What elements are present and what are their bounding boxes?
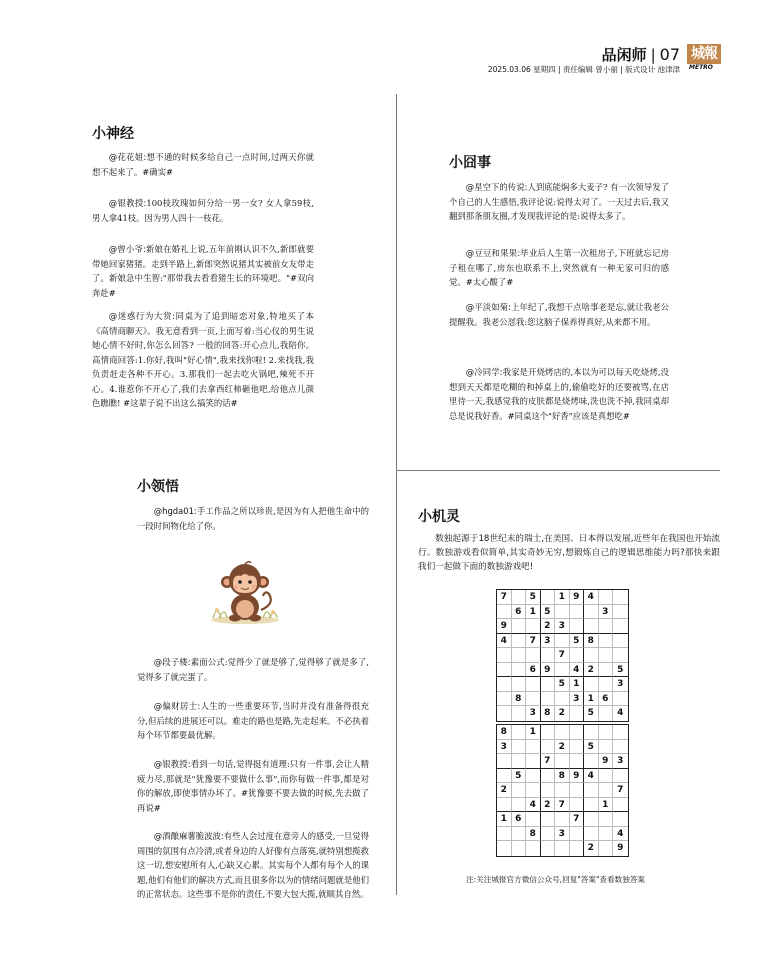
sudoku-cell: 5 xyxy=(613,663,628,678)
post-text: 同桌为了追到暗恋对象,特地买了本《高情商聊天》。我无意看到一页,上面写着:当心仪的男生说她心情不好时,你怎么回答? 一般的回答:开心点儿,我陪你。高情商回答:1.你好,我叫"好心情",我来找你啦! 2.来找我,我负责赶走各种不开心。3.那我们一起去吃火锅吧,辣死不开心。4.谁惹你不开心了,我们去拿西红柿砸他吧,给他点儿颜色瞧瞧! #这辈子说不出这么搞笑的话# xyxy=(92,311,314,408)
sudoku-cell xyxy=(541,677,556,692)
sudoku-cell xyxy=(555,663,570,678)
sudoku-cell: 4 xyxy=(584,769,599,784)
post-author: @平淡如菊: xyxy=(465,302,511,312)
post-author: @曾小爷: xyxy=(108,244,146,254)
sudoku-cell: 6 xyxy=(599,692,614,707)
sudoku-cell: 3 xyxy=(570,692,585,707)
sudoku-cell xyxy=(599,634,614,649)
sudoku-cell xyxy=(526,740,541,755)
sudoku-cell xyxy=(512,827,527,842)
sudoku-cell: 7 xyxy=(555,648,570,663)
post-text: 我家是开烧烤店的,本以为可以每天吃烧烤,没想到天天都是吃糊的和掉桌上的,偷偷吃好的还要被骂,在店里待一天,我感觉我的皮肤都是烧烤味,洗也洗不掉,我同桌却总是说我好香。#同桌这个"好香"应该是真想吃# xyxy=(449,367,669,421)
sudoku-cell xyxy=(526,754,541,769)
sudoku-cell xyxy=(526,769,541,784)
sudoku-cell xyxy=(570,783,585,798)
sudoku-cell: 7 xyxy=(497,590,512,605)
sudoku-cell xyxy=(599,725,614,740)
sudoku-cell: 3 xyxy=(613,754,628,769)
sudoku-cell: 7 xyxy=(570,812,585,827)
sudoku-cell xyxy=(555,783,570,798)
sudoku-cell xyxy=(526,648,541,663)
sudoku-cell xyxy=(570,841,585,856)
post xyxy=(449,365,669,423)
post xyxy=(137,655,369,684)
sudoku-cell: 1 xyxy=(497,812,512,827)
sudoku-cell xyxy=(584,725,599,740)
sudoku-cell xyxy=(570,740,585,755)
sudoku-cell: 2 xyxy=(541,798,556,813)
sudoku-cell: 2 xyxy=(584,663,599,678)
sudoku-cell xyxy=(512,634,527,649)
sudoku-cell: 3 xyxy=(555,619,570,634)
sudoku-cell: 7 xyxy=(555,798,570,813)
header-meta: 2025.03.06 星期四 | 责任编辑 曾小丽 | 版式设计 池津津 xyxy=(487,65,680,74)
sudoku-cell xyxy=(584,798,599,813)
post xyxy=(449,180,669,224)
sudoku-cell: 6 xyxy=(526,663,541,678)
sudoku-cell xyxy=(570,754,585,769)
post xyxy=(449,246,669,290)
post-text: 有些人会过度在意旁人的感受,一旦觉得周围的氛围有点冷清,或者身边的人好像有点落寞,就特别想揽救这一切,想安慰所有人,心缺又心累。其实每个人都有每个人的课题,他们有他们的解决方式,而且很多你以为的情绪问题就是他们的正常状态。这些事不是你的责任,不要大包大揽,就顺其自然。 xyxy=(137,831,369,899)
post xyxy=(92,196,314,225)
sudoku-cell xyxy=(526,619,541,634)
post xyxy=(137,757,369,815)
sudoku-cell: 1 xyxy=(570,677,585,692)
header-separator: | xyxy=(650,46,656,64)
sudoku-cell: 8 xyxy=(555,769,570,784)
sudoku-cell xyxy=(599,706,614,721)
sudoku-cell xyxy=(555,841,570,856)
sudoku-cell: 2 xyxy=(555,706,570,721)
sudoku-cell xyxy=(570,706,585,721)
post-text: 上年纪了,我想干点啥事老是忘,就让我老公提醒我。我老公怼我:您这脑子保养得真好,从来都不用。 xyxy=(449,302,669,327)
post xyxy=(92,309,314,411)
sudoku-cell xyxy=(570,798,585,813)
section-title-jiling: 小机灵 xyxy=(418,509,460,525)
sudoku-cell xyxy=(526,841,541,856)
sudoku-cell xyxy=(599,740,614,755)
sudoku-cell: 4 xyxy=(617,708,624,718)
post xyxy=(92,150,314,179)
sudoku-cell: 1 xyxy=(599,798,614,813)
sudoku-cell xyxy=(512,663,527,678)
sudoku-cell xyxy=(613,648,628,663)
post-author: @银教授: xyxy=(153,759,191,769)
post-text: 手工作品之所以珍贵,是因为有人把他生命中的一段时间物化给了你。 xyxy=(137,506,369,531)
post-author: @冷同学: xyxy=(465,367,503,377)
sudoku-cell xyxy=(512,725,527,740)
sudoku-cell xyxy=(541,648,556,663)
sudoku-cell xyxy=(613,725,628,740)
column-divider xyxy=(396,94,397,895)
sudoku-cell xyxy=(599,827,614,842)
post xyxy=(137,699,369,743)
sudoku-cell: 5 xyxy=(555,677,570,692)
sudoku-cell xyxy=(497,827,512,842)
sudoku-cell xyxy=(512,648,527,663)
sudoku-cell xyxy=(584,605,599,620)
sudoku-cell xyxy=(497,692,512,707)
sudoku-cell xyxy=(613,619,628,634)
sudoku-cell xyxy=(512,619,527,634)
sudoku-cell: 5 xyxy=(584,740,599,755)
sudoku-cell: 8 xyxy=(497,725,512,740)
sudoku-cell: 4 xyxy=(497,634,512,649)
sudoku-cell: 7 xyxy=(541,754,556,769)
sudoku-cell xyxy=(570,605,585,620)
sudoku-cell xyxy=(555,812,570,827)
sudoku-cell xyxy=(512,783,527,798)
sudoku-cell xyxy=(512,706,527,721)
sudoku-cell xyxy=(541,841,556,856)
sudoku-cell xyxy=(541,812,556,827)
sudoku-cell xyxy=(512,590,527,605)
sudoku-cell xyxy=(497,605,512,620)
section-divider xyxy=(396,470,720,471)
sudoku-cell: 3 xyxy=(599,605,614,620)
sudoku-cell xyxy=(584,754,599,769)
sudoku-cell xyxy=(555,754,570,769)
sudoku-cell xyxy=(599,783,614,798)
sudoku-cell xyxy=(599,619,614,634)
sudoku-cell xyxy=(570,648,585,663)
post-author: @星空下的传说: xyxy=(465,182,528,192)
sudoku-cell xyxy=(497,663,512,678)
monkey-illustration xyxy=(205,560,285,625)
sudoku-cell xyxy=(555,605,570,620)
sudoku-cell: 5 xyxy=(541,605,556,620)
sudoku-cell xyxy=(555,692,570,707)
sudoku-cell xyxy=(497,841,512,856)
page-number: 07 xyxy=(659,45,680,64)
sudoku-cell xyxy=(613,740,628,755)
sudoku-cell: 9 xyxy=(497,619,512,634)
sudoku-cell xyxy=(613,812,628,827)
post-text: 素面公式:觉得少了就是够了,觉得够了就是多了,觉得多了就完蛋了。 xyxy=(137,657,369,682)
sudoku-cell: 1 xyxy=(555,590,570,605)
sudoku-cell: 8 xyxy=(584,634,599,649)
post xyxy=(137,504,369,533)
post-author: @花花姐: xyxy=(108,152,147,162)
sudoku-cell: 5 xyxy=(512,769,527,784)
sudoku-intro: 数独起源于18世纪末的瑞士,在美国、日本得以发展,近些年在我国也开始流行。数独游戏看似简单,其实奇妙无穷,想锻炼自己的逻辑思维能力吗?那快来跟我们一起做下面的数独游戏吧! xyxy=(418,534,720,572)
sudoku-cell xyxy=(613,605,628,620)
sudoku-cell: 8 xyxy=(512,692,527,707)
section-name: 品闲师 xyxy=(601,46,647,64)
sudoku-cell: 1 xyxy=(526,725,541,740)
sudoku-cell: 1 xyxy=(584,692,599,707)
sudoku-cell xyxy=(613,692,628,707)
sudoku-cell: 2 xyxy=(555,740,570,755)
sudoku-cell xyxy=(541,692,556,707)
post-text: 人生的一些重要环节,当时并没有准备得很充分,但后续的进展还可以。难走的路也是路,先走起来。不必执着每个环节都要最优解。 xyxy=(137,701,369,740)
post-author: @hgda01: xyxy=(153,506,197,516)
sudoku-cell: 1 xyxy=(526,605,541,620)
post-author: @银教授: xyxy=(108,198,147,208)
sudoku-cell xyxy=(497,798,512,813)
sudoku-cell xyxy=(541,725,556,740)
sudoku-cell: 3 xyxy=(613,677,628,692)
sudoku-cell: 7 xyxy=(613,783,628,798)
sudoku-cell xyxy=(512,841,527,856)
sudoku-cell xyxy=(512,798,527,813)
sudoku-cell xyxy=(570,725,585,740)
sudoku-cell xyxy=(613,769,628,784)
sudoku-cell xyxy=(613,590,628,605)
sudoku-cell xyxy=(599,648,614,663)
sudoku-cell: 9 xyxy=(541,663,556,678)
page-header-title xyxy=(602,44,680,65)
sudoku-cell xyxy=(584,648,599,663)
sudoku-cell xyxy=(584,827,599,842)
sudoku-cell: 3 xyxy=(497,740,512,755)
sudoku-cell xyxy=(599,590,614,605)
sudoku-grid-1 xyxy=(496,589,629,722)
sudoku-cell xyxy=(541,783,556,798)
sudoku-cell xyxy=(497,706,512,721)
post-text: 想不通的时候多给自己一点时间,过两天你就想不起来了。#确实# xyxy=(92,152,314,177)
sudoku-cell xyxy=(541,740,556,755)
sudoku-cell: 2 xyxy=(541,619,556,634)
section-title-shenjing: 小神经 xyxy=(92,126,134,142)
sudoku-cell: 6 xyxy=(512,812,527,827)
sudoku-cell xyxy=(512,754,527,769)
sudoku-cell xyxy=(497,648,512,663)
post-text: 人到底能焖多大麦子? 有一次领导发了个自己的人生感悟,我评论说:说得太对了。一天过去后,我又翻到那条朋友圈,才发现我评论的是:说得太多了。 xyxy=(449,182,669,221)
sudoku-cell xyxy=(613,798,628,813)
sudoku-grid-2 xyxy=(496,724,629,857)
sudoku-cell xyxy=(584,619,599,634)
sudoku-cell xyxy=(599,663,614,678)
post-author: @段子楼: xyxy=(153,657,191,667)
sudoku-cell: 8 xyxy=(541,706,556,721)
post-author: @迷惑行为大赏: xyxy=(108,311,175,321)
post-text: 毕业后人生第一次租房子,下班就忘记房子租在哪了,房东也联系不上,突然就有一种无家可归的感觉。#太心酸了# xyxy=(449,248,669,287)
metro-logo: 城報 xyxy=(687,44,721,64)
sudoku-cell xyxy=(613,634,628,649)
post-text: 新娘在婚礼上说,五年前刚认识不久,新郎就要带她回家猪猪。走到半路上,新郎突然说猪其实被前女友带走了。新娘急中生智:"那带我去看看猪生长的环境吧。"#双向奔赴# xyxy=(92,244,314,298)
sudoku-cell: 9 xyxy=(599,754,614,769)
sudoku-cell xyxy=(599,812,614,827)
sudoku-cell: 3 xyxy=(526,706,541,721)
post-text: 100枝玫瑰如何分给一男一女? 女人拿59枝,男人拿41枝。因为男人四十一枝花。 xyxy=(92,198,314,223)
sudoku-cell: 3 xyxy=(555,827,570,842)
sudoku-cell: 9 xyxy=(570,590,585,605)
sudoku-cell xyxy=(555,725,570,740)
sudoku-cell: 4 xyxy=(613,827,628,842)
sudoku-cell xyxy=(526,783,541,798)
sudoku-cell xyxy=(541,769,556,784)
sudoku-cell: 3 xyxy=(541,634,556,649)
sudoku-cell xyxy=(497,677,512,692)
sudoku-cell xyxy=(599,841,614,856)
sudoku-cell xyxy=(584,812,599,827)
sudoku-cell: 4 xyxy=(526,798,541,813)
section-title-jiongshi: 小囧事 xyxy=(449,155,491,171)
post-author: @酒酿麻薯脆波波: xyxy=(153,831,224,841)
sudoku-cell: 6 xyxy=(512,605,527,620)
sudoku-cell xyxy=(584,677,599,692)
sudoku-cell xyxy=(541,827,556,842)
metro-logo-sub: METRO xyxy=(689,64,713,71)
sudoku-cell xyxy=(599,677,614,692)
sudoku-cell: 7 xyxy=(526,634,541,649)
sudoku-cell: 8 xyxy=(526,827,541,842)
sudoku-cell: 4 xyxy=(584,590,599,605)
section-title-lingwu: 小领悟 xyxy=(137,479,179,495)
sudoku-cell xyxy=(599,769,614,784)
sudoku-cell xyxy=(526,812,541,827)
sudoku-cell: 9 xyxy=(570,769,585,784)
sudoku-cell: 4 xyxy=(570,663,585,678)
sudoku-cell: 2 xyxy=(497,783,512,798)
sudoku-cell xyxy=(541,590,556,605)
sudoku-cell: 5 xyxy=(526,590,541,605)
post xyxy=(92,242,314,300)
sudoku-cell xyxy=(526,692,541,707)
post xyxy=(137,829,369,902)
sudoku-cell xyxy=(584,783,599,798)
post-author: @豆豆和果果: xyxy=(465,248,521,258)
sudoku-cell xyxy=(570,619,585,634)
sudoku-cell xyxy=(526,677,541,692)
post xyxy=(449,300,669,329)
answer-note: 注:关注城报官方微信公众号,回复"答案"查看数独答案 xyxy=(466,875,646,884)
sudoku-cell: 2 xyxy=(584,841,599,856)
post-author: @偏财居士: xyxy=(153,701,201,711)
sudoku-cell: 5 xyxy=(584,706,599,721)
sudoku-cell xyxy=(555,634,570,649)
sudoku-cell: 5 xyxy=(570,634,585,649)
sudoku-cell xyxy=(512,740,527,755)
sudoku-cell xyxy=(497,754,512,769)
post-text: 看到一句话,觉得挺有道理:只有一件事,会让人精疲力尽,那就是"犹豫要不要做什么事",而你每做一件事,都是对你的解放,即使事情办坏了。#犹豫要不要去做的时候,先去做了再说# xyxy=(137,759,369,813)
sudoku-cell xyxy=(497,769,512,784)
sudoku-cell xyxy=(570,827,585,842)
sudoku-cell: 9 xyxy=(617,843,624,853)
sudoku-cell xyxy=(512,677,527,692)
